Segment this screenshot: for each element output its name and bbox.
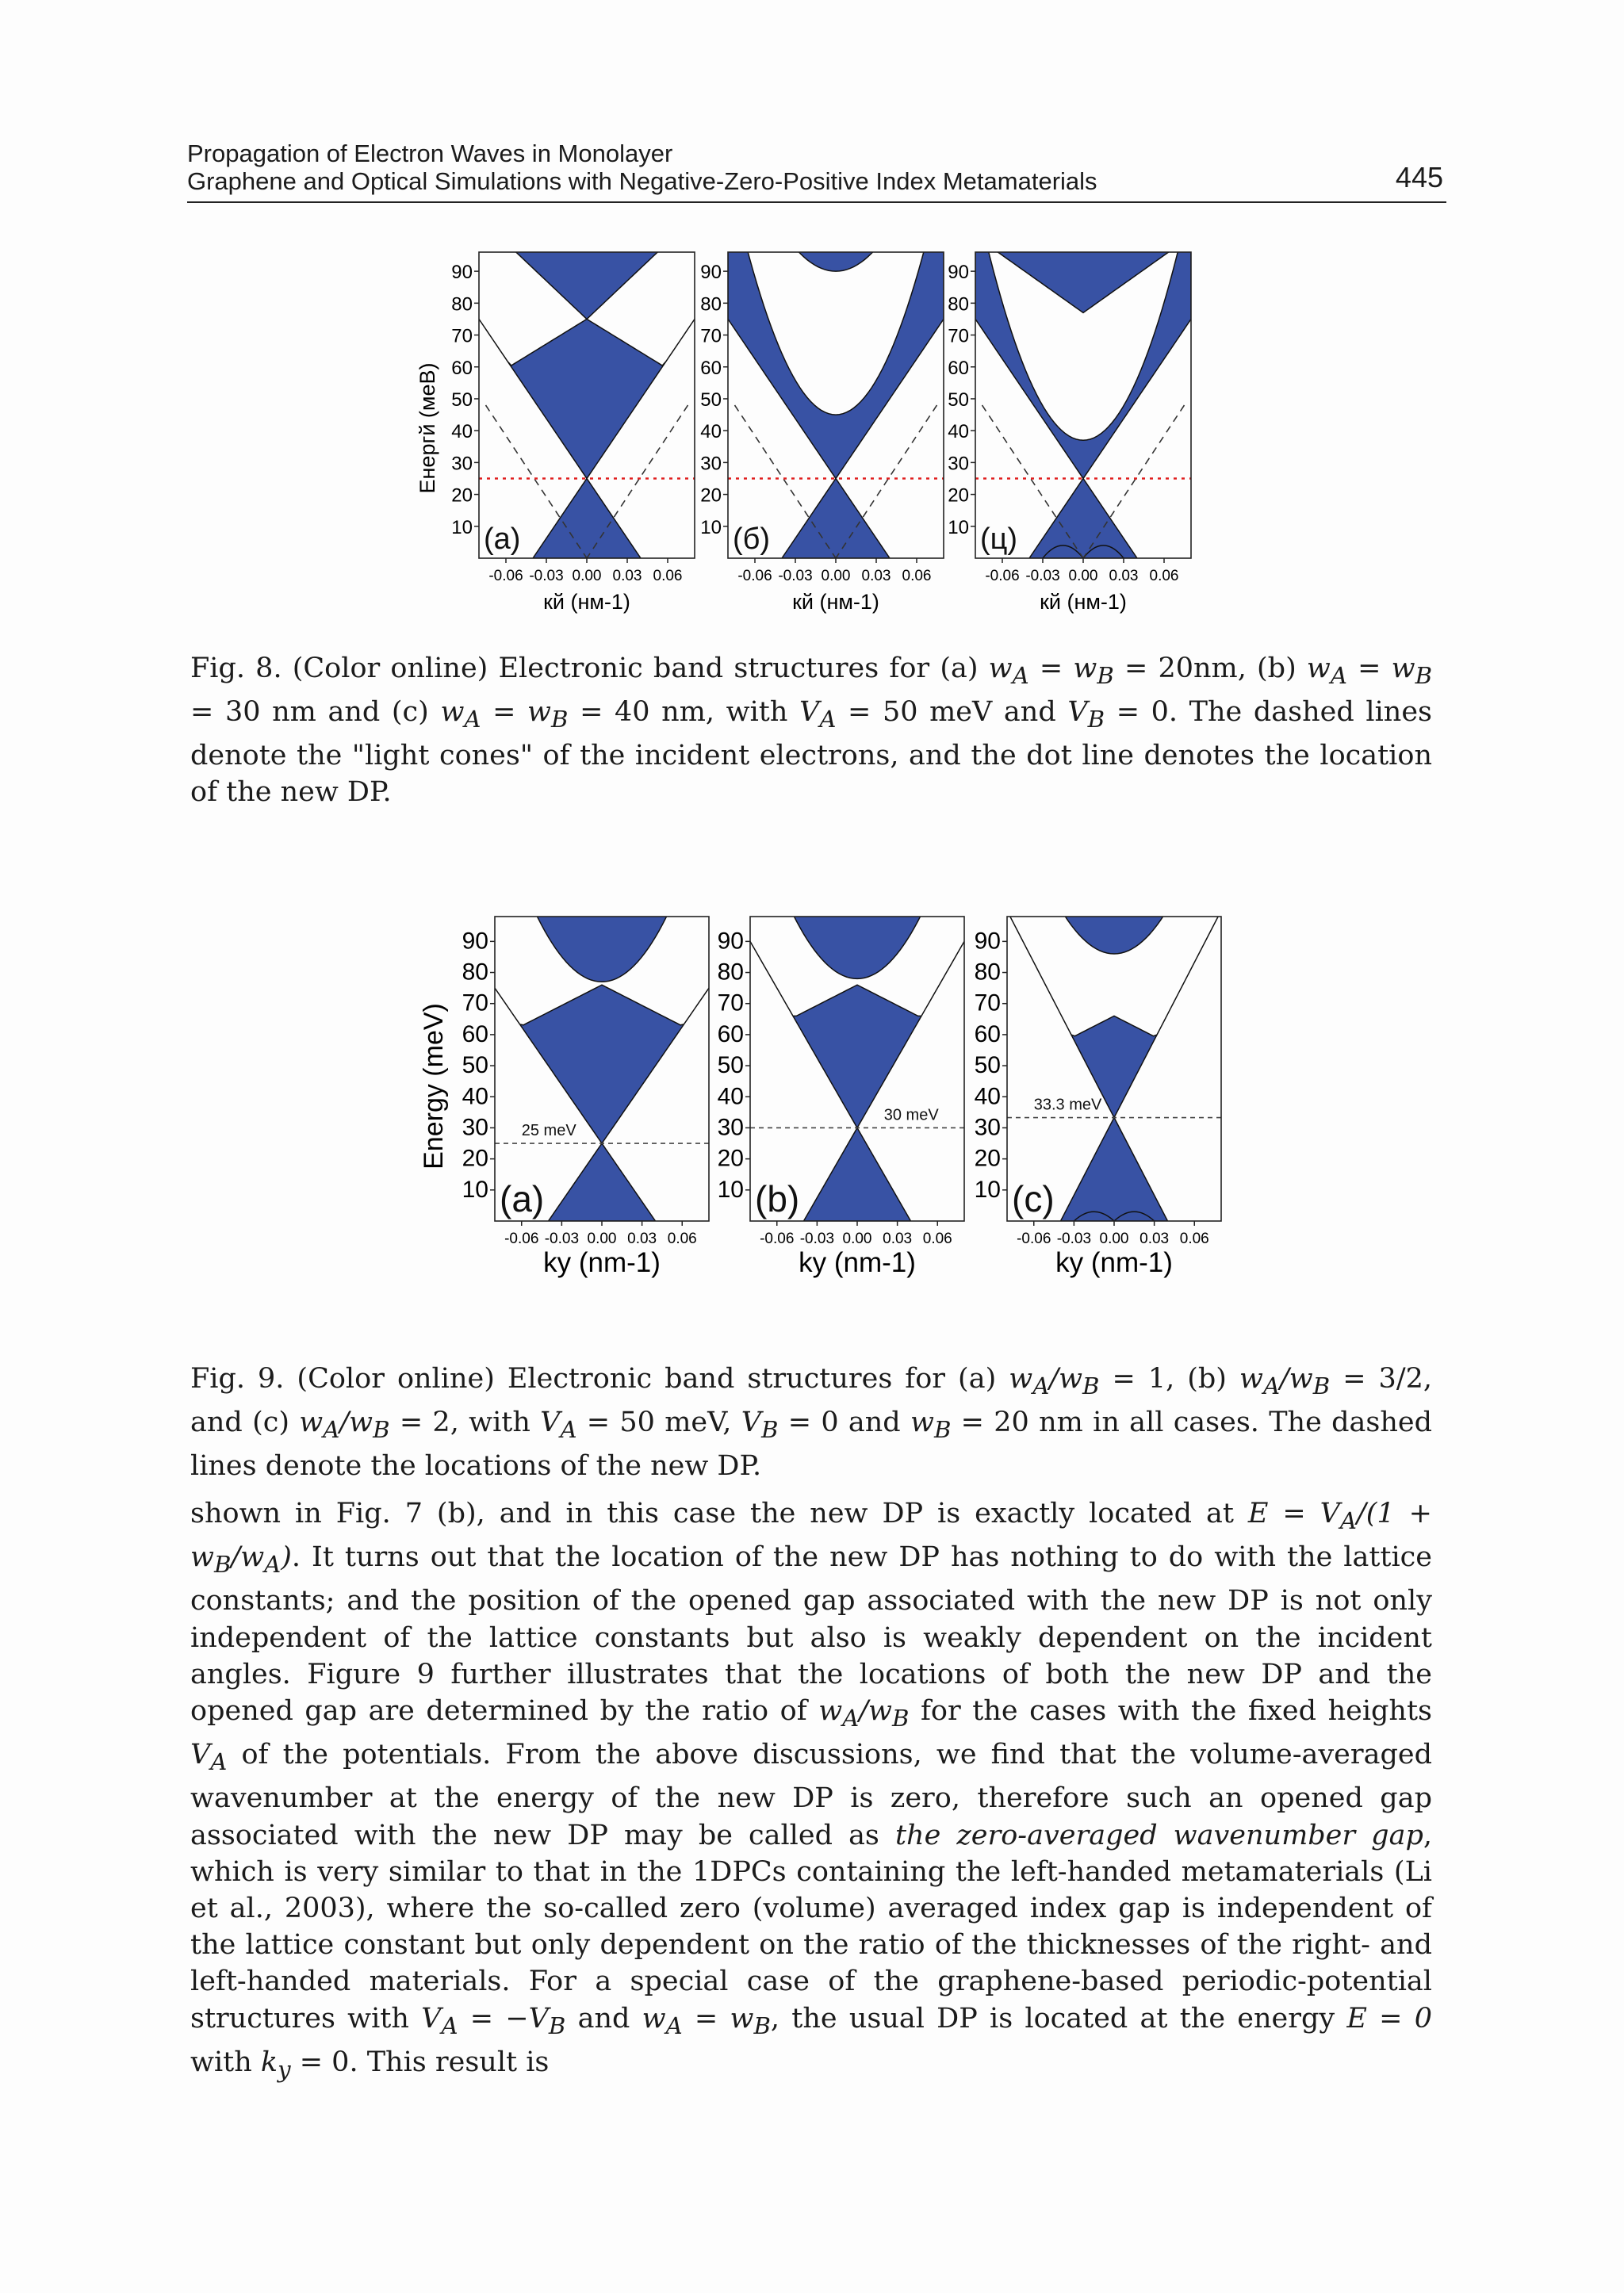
lower-band: [549, 1143, 656, 1221]
upper-band: [728, 238, 944, 478]
running-head: [187, 140, 1446, 203]
y-tick-label: 20: [700, 484, 722, 507]
y-tick-label: 60: [948, 357, 969, 379]
caption-text: = 20nm, (b): [1113, 653, 1307, 684]
y-tick-label: 60: [717, 1020, 744, 1047]
caption-text: = 0 and: [778, 1407, 910, 1438]
x-tick-label: 0.00: [1099, 1231, 1129, 1247]
y-tick-label: 90: [948, 262, 969, 284]
y-tick-label: 10: [974, 1176, 1001, 1203]
y-tick-label: 50: [948, 389, 969, 411]
y-tick-label: 60: [462, 1020, 488, 1047]
x-tick-label: 0.06: [922, 1231, 952, 1247]
x-tick-label: 0.06: [902, 568, 932, 584]
x-axis-label: ky (nm-1): [799, 1247, 916, 1278]
x-axis-label: кй (нм-1): [1040, 590, 1127, 614]
band-panel: [479, 238, 695, 558]
caption-text: = 0. The dashed lines denote the "light cones" of the incident electrons, and the dot line denotes the location of the new DP.: [190, 696, 1433, 808]
x-tick-label: 0.03: [883, 1231, 913, 1247]
y-tick-label: 20: [948, 484, 969, 507]
y-tick-label: 10: [717, 1176, 744, 1203]
x-tick-label: 0.06: [1149, 568, 1179, 584]
panel-label: (b): [755, 1178, 800, 1219]
lower-band: [782, 478, 890, 558]
y-tick-label: 30: [948, 453, 969, 475]
y-tick-label: 70: [462, 990, 488, 1016]
y-tick-label: 60: [974, 1020, 1001, 1047]
x-tick-label: -0.06: [488, 568, 523, 584]
dp-energy-label: 30 meV: [883, 1106, 939, 1124]
y-tick-label: 50: [451, 389, 473, 411]
y-axis-label: Energy (meV): [419, 1003, 449, 1169]
italic-term: the zero-averaged wavenumber gap: [894, 1819, 1423, 1851]
x-tick-label: 0.03: [1109, 568, 1139, 584]
x-tick-label: -0.06: [760, 1231, 795, 1247]
y-tick-label: 40: [700, 421, 722, 443]
lower-band: [1061, 1118, 1168, 1221]
y-tick-label: 20: [451, 484, 473, 507]
caption-text: = 30 nm and (c): [190, 696, 441, 728]
top-band: [495, 904, 709, 982]
caption-text: = 3/2, and (c): [190, 1363, 1433, 1438]
x-tick-label: 0.06: [653, 568, 683, 584]
y-tick-label: 70: [451, 325, 473, 347]
y-tick-label: 60: [700, 357, 722, 379]
x-tick-label: -0.03: [1056, 1231, 1092, 1247]
panel-label: (ц): [980, 523, 1018, 556]
top-band: [728, 238, 944, 271]
x-tick-label: 0.00: [821, 568, 851, 584]
x-tick-label: -0.06: [1017, 1231, 1051, 1247]
y-tick-label: 30: [717, 1114, 744, 1141]
body-paragraph: shown in Fig. 7 (b), and in this case the new DP is exactly located at $E = V_A/(1 + w_B/w_A)$. It turns out that the location of the new DP has nothing to do with the lattice constants; and the position of the opened gap associated with the new DP is not only independent of the lattice constants but also is weakly dependent on the incident angles. Figure 9 further illustrates that the locations of both the new DP and the opened gap are determined by the ratio of $w_A/w_B$ for the cases with the fixed heights $V_A$ of the potentials. From the above discussions, we find that the volume-averaged wavenumber at the energy of the new DP is zero, therefore such an opened gap associated with the new DP may be called as the zero-averaged wavenumber gap, which is very similar to that in the 1DPCs containing the left-handed metamaterials (Li et al., 2003), where the so-called zero (volume) averaged index gap is independent of the lattice constant but only dependent on the ratio of the thicknesses of the right- and left-handed materials. For a special case of the graphene-based periodic-potential structures with $V_A = -V_B$ and $w_A = w_B$, the usual DP is located at the energy E = 0 with $k_y = 0$. This result is: [190, 1498, 1433, 2083]
upper-band: [495, 985, 709, 1143]
running-head-line2: Graphene and Optical Simulations with Negative-Zero-Positive Index Metamaterials: [187, 167, 1097, 195]
y-tick-label: 90: [974, 928, 1001, 955]
y-tick-label: 70: [700, 325, 722, 347]
y-tick-label: 90: [462, 928, 488, 955]
y-tick-label: 40: [451, 421, 473, 443]
y-tick-label: 20: [462, 1145, 488, 1172]
x-axis-label: кй (нм-1): [792, 590, 879, 614]
x-tick-label: -0.03: [778, 568, 813, 584]
y-tick-label: 30: [974, 1114, 1001, 1141]
top-band: [750, 904, 964, 978]
light-cone-line: [1083, 405, 1185, 558]
band-panel: [975, 238, 1191, 558]
x-axis-label: ky (nm-1): [543, 1247, 661, 1278]
y-tick-label: 80: [700, 293, 722, 316]
x-tick-label: 0.03: [861, 568, 891, 584]
y-tick-label: 80: [717, 959, 744, 986]
caption-text: = 40 nm, with: [568, 696, 800, 728]
y-tick-label: 70: [948, 325, 969, 347]
y-tick-label: 10: [451, 516, 473, 538]
caption-text: = 50 meV and: [836, 696, 1068, 728]
top-band: [1007, 904, 1221, 954]
caption-text: = 2, with: [389, 1407, 541, 1438]
panel-label: (а): [484, 523, 521, 556]
band-panel: [495, 904, 709, 1221]
body-text: [190, 1495, 1432, 2088]
figure-9: [0, 904, 1624, 1316]
band-panel: [1007, 904, 1221, 1221]
x-tick-label: 0.00: [842, 1231, 872, 1247]
x-tick-label: -0.06: [985, 568, 1020, 584]
y-tick-label: 60: [451, 357, 473, 379]
y-tick-label: 10: [948, 516, 969, 538]
x-tick-label: -0.06: [737, 568, 772, 584]
x-tick-label: -0.03: [799, 1231, 835, 1247]
y-tick-label: 90: [717, 928, 744, 955]
x-axis-label: кй (нм-1): [543, 590, 630, 614]
upper-band: [479, 319, 695, 478]
figure-8-chart: [0, 238, 1624, 618]
caption-text: = 50 meV,: [576, 1407, 741, 1438]
x-tick-label: 0.00: [572, 568, 602, 584]
top-band: [975, 238, 1191, 312]
top-band: [479, 238, 695, 319]
x-tick-label: 0.03: [612, 568, 642, 584]
lower-band: [804, 1127, 911, 1221]
x-tick-label: 0.03: [1139, 1231, 1170, 1247]
y-tick-label: 30: [462, 1114, 488, 1141]
y-tick-label: 20: [717, 1145, 744, 1172]
x-tick-label: -0.03: [529, 568, 564, 584]
y-tick-label: 30: [700, 453, 722, 475]
running-head-line1: Propagation of Electron Waves in Monolayer: [187, 140, 673, 167]
x-tick-label: -0.03: [1025, 568, 1060, 584]
lower-band: [533, 478, 641, 558]
figure-9-chart: [0, 904, 1624, 1316]
y-axis-label: Енергй (меВ): [416, 362, 439, 494]
figure-9-caption: Fig. 9. (Color online) Electronic band structures for (a) $w_A/w_B = 1$, (b) $w_A/w_B = 3/2$, and (c) $w_A/w_B = 2$, with $V_A = 50$ meV, $V_B = 0$ and $w_B = 20$ nm in all cases. The dashed lines denote the locations of the new DP.: [190, 1363, 1433, 1482]
y-tick-label: 40: [948, 421, 969, 443]
figure-8: [0, 238, 1624, 618]
panel-label: (c): [1012, 1178, 1055, 1219]
y-tick-label: 80: [451, 293, 473, 316]
x-tick-label: 0.06: [667, 1231, 697, 1247]
y-tick-label: 70: [717, 990, 744, 1016]
lower-band: [1029, 478, 1137, 558]
panel-label: (a): [500, 1178, 545, 1219]
band-panel: [750, 904, 964, 1221]
y-tick-label: 40: [974, 1083, 1001, 1110]
caption-text: = 20 nm in all cases. The dashed lines denote the locations of the new DP.: [190, 1407, 1432, 1482]
y-tick-label: 30: [451, 453, 473, 475]
x-tick-label: 0.06: [1179, 1231, 1209, 1247]
x-axis-label: ky (nm-1): [1055, 1247, 1173, 1278]
y-tick-label: 80: [462, 959, 488, 986]
y-tick-label: 20: [974, 1145, 1001, 1172]
page-number: 445: [1395, 161, 1443, 193]
x-tick-label: -0.03: [544, 1231, 580, 1247]
y-tick-label: 10: [462, 1176, 488, 1203]
caption-text: Fig. 9. (Color online) Electronic band structures for (a): [190, 1363, 1009, 1395]
y-tick-label: 80: [974, 959, 1001, 986]
x-tick-label: 0.00: [1068, 568, 1098, 584]
y-tick-label: 90: [451, 262, 473, 284]
caption-text: Fig. 8. (Color online) Electronic band structures for (a): [190, 653, 989, 684]
y-tick-label: 50: [717, 1052, 744, 1079]
caption-text: = 1, (b): [1099, 1363, 1239, 1395]
y-tick-label: 50: [700, 389, 722, 411]
band-panel: [728, 238, 944, 558]
y-tick-label: 10: [700, 516, 722, 538]
panel-label: (б): [733, 523, 771, 556]
x-tick-label: 0.00: [587, 1231, 617, 1247]
y-tick-label: 50: [974, 1052, 1001, 1079]
y-tick-label: 70: [974, 990, 1001, 1016]
y-tick-label: 80: [948, 293, 969, 316]
y-tick-label: 40: [462, 1083, 488, 1110]
y-tick-label: 40: [717, 1083, 744, 1110]
figure-8-caption: Fig. 8. (Color online) Electronic band structures for (a) $w_A = w_B = 20nm$, (b) $w_A = w_B = 30$ nm and (c) $w_A = w_B = 40$ nm, with $V_A = 50$ meV and $V_B = 0$. The dashed lines denote the "light cones" of the incident electrons, and the dot line denotes the location of the new DP.: [190, 653, 1433, 808]
x-tick-label: 0.03: [627, 1231, 657, 1247]
y-tick-label: 90: [700, 262, 722, 284]
y-tick-label: 50: [462, 1052, 488, 1079]
dp-energy-label: 33.3 meV: [1033, 1096, 1102, 1114]
dp-energy-label: 25 meV: [521, 1122, 576, 1140]
x-tick-label: -0.06: [504, 1231, 539, 1247]
